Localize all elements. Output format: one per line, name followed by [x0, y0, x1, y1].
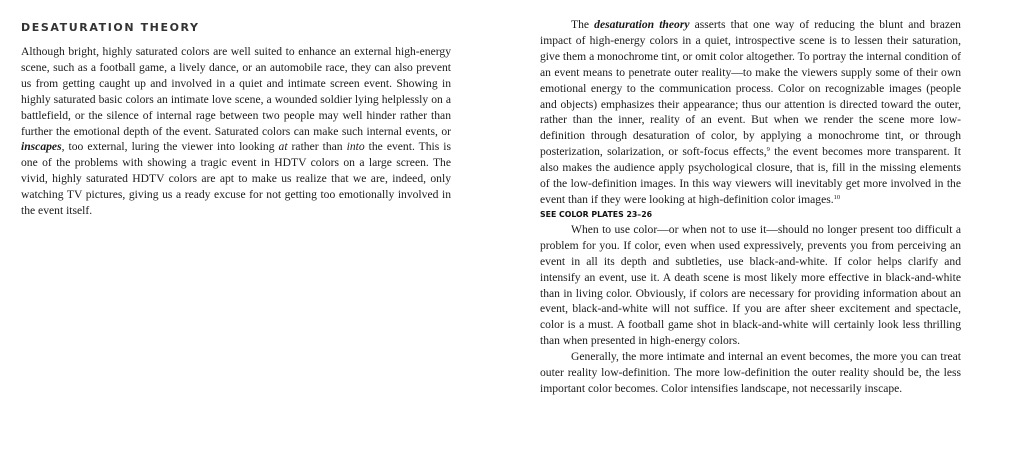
left-p1-text-a: Although bright, highly saturated colors are well suited to enhance an external high-energy scene, such as a football game, a lively dance, or an automobile race, they can also prevent us from getting caught up and involved in a quiet and intimate screen event. Showing in highly saturated basic colors an intimate love scene, a wounded soldier lying helplessly on a battlefield, or the silence of internal rage between two people may well hinder rather than further the emotional depth of the event. Saturated colors can make such internal events, or: [21, 45, 451, 138]
term-desaturation-theory: desaturation theory: [594, 18, 690, 31]
footnote-ref-10: 10: [833, 193, 841, 201]
left-p1-text-c: , too external, luring the viewer into looking: [61, 140, 279, 154]
color-plates-reference: SEE COLOR PLATES 23–26: [540, 209, 653, 219]
right-column: [540, 17, 961, 397]
right-paragraph-3: Generally, the more intimate and internal an event becomes, the more you can treat outer reality low-definition. The more low-definition the outer reality should be, the less important color becomes. Color intensifies landscape, not necessarily inscape.: [540, 350, 961, 395]
right-paragraph-2: When to use color—or when not to use it—should no longer present too difficult a problem for you. If color, even when used expressively, prevents you from perceiving an event in all its depth and subtleties, use black-and-white. If color helps clarify and intensify an event, use it. A death scene is most likely more effective in black-and-white than in living color. Obviously, if colors are necessary for providing information about an event, black-and-white will not suffice. If you are after sheer excitement and spectacle, color is a must. A football game shot in black-and-white will certainly look less thrilling than when presented in high-energy colors.: [540, 222, 961, 348]
section-heading: DESATURATION THEORY: [21, 21, 200, 34]
term-inscapes: inscapes: [21, 140, 62, 154]
right-paragraph-1: [540, 17, 961, 208]
left-p1-text-e: rather than: [287, 140, 347, 154]
emphasis-into: into: [346, 140, 365, 154]
right-p1-text-d: the event becomes more transparent. It also makes the audience apply psychological closure, that is, fill in the missing elements of the low-definition images. In this way viewers will inevitably get more involved in the event than if they were looking at high-definition color images.: [540, 145, 961, 206]
emphasis-at: at: [278, 140, 288, 154]
footnote-ref-9: 9: [766, 146, 770, 154]
left-paragraph: [21, 44, 451, 219]
right-p1-text-a: The: [571, 18, 595, 31]
right-p1-text-c: asserts that one way of reducing the blunt and brazen impact of high-energy colors in a quiet, introspective scene is to lessen their saturation, give them a monochrome tint, or omit color altogether. To portray the internal condition of an event means to penetrate outer reality—to make the viewers supply some of their own emotional energy to the communication process. Color on recognizable images (people and objects) emphasizes their appearance; thus our attention is directed toward the outer, rather than the inner, reality of an event. But when we render the scene more low-definition through desaturation of color, by applying a monochrome tint, or through posterization, solarization, or soft-focus effects,: [540, 18, 961, 159]
left-column: [21, 21, 451, 219]
left-p1-text-g: the event. This is one of the problems with showing a tragic event in HDTV colors on a large screen. The vivid, highly saturated HDTV colors are apt to make us realize that we are, indeed, only watching TV pictures, giving us a ready excuse for not getting too emotionally involved in the event itself.: [21, 140, 452, 218]
